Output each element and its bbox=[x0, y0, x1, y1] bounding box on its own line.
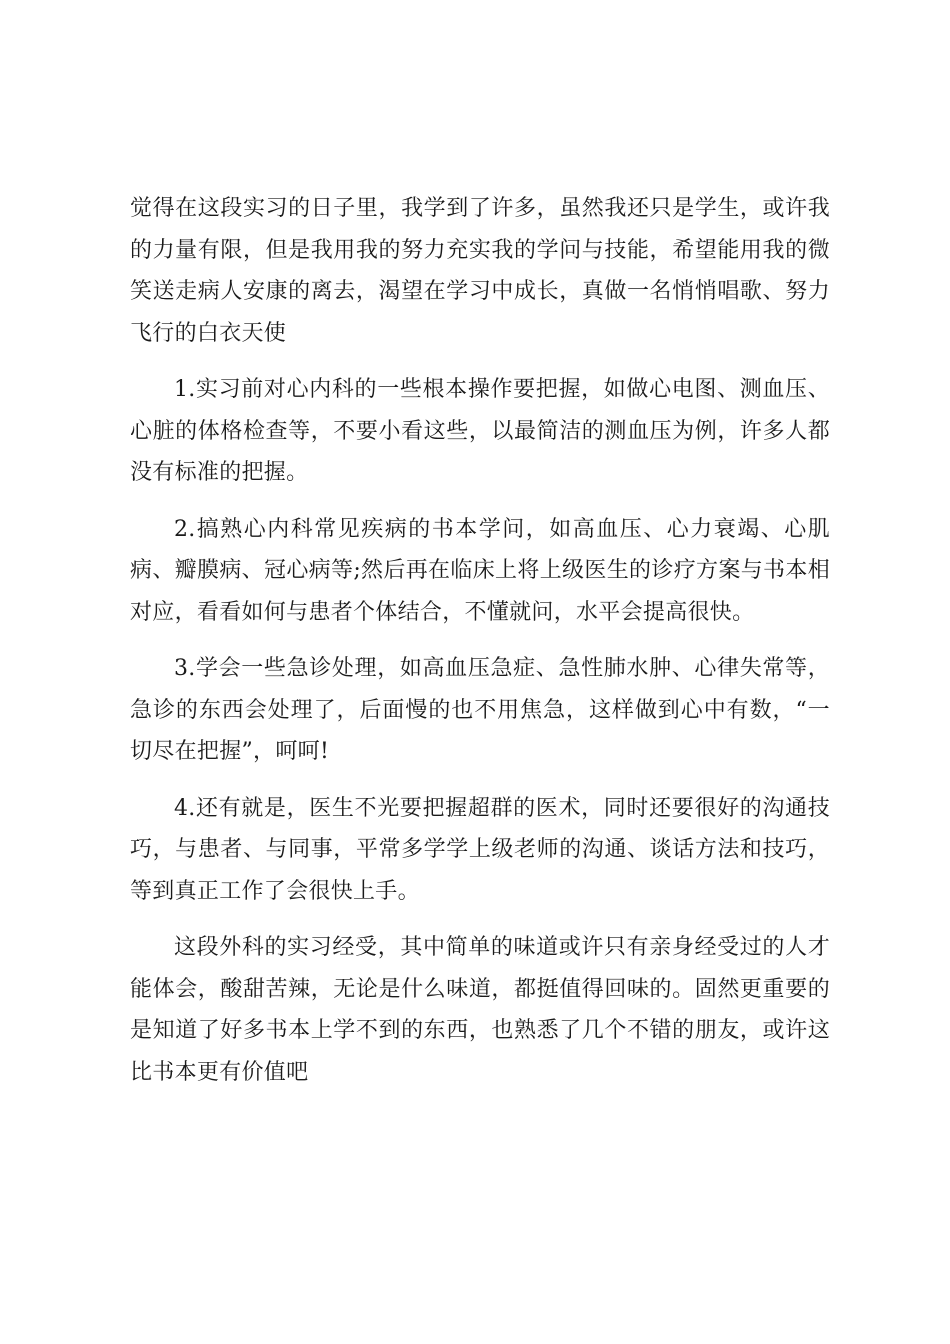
text-line: 对应，看看如何与患者个体结合，不懂就问，水平会提高很快。 bbox=[130, 599, 755, 625]
text-line: 笑送走病人安康的离去，渴望在学习中成长，真做一名悄悄唱歌、努力 bbox=[130, 279, 830, 304]
text-line: 1.实习前对心内科的一些根本操作要把握，如做心电图、测血压、 bbox=[174, 377, 830, 402]
paragraph-item-2 bbox=[130, 509, 830, 634]
text-line: 3.学会一些急诊处理，如高血压急症、急性肺水肿、心律失常等， bbox=[174, 656, 830, 681]
text-line: 2.搞熟心内科常见疾病的书本学问，如高血压、心力衰竭、心肌 bbox=[174, 516, 830, 542]
text-line: 能体会，酸甜苦辣，无论是什么味道，都挺值得回味的。固然更重要的 bbox=[130, 976, 830, 1002]
text-line: 切尽在把握”，呵呵! bbox=[130, 739, 330, 764]
text-line: 没有标准的把握。 bbox=[130, 460, 309, 485]
text-line: 飞行的白衣天使 bbox=[130, 320, 287, 346]
document-body bbox=[130, 188, 830, 1108]
paragraph-item-3 bbox=[130, 648, 830, 773]
text-line: 4.还有就是，医生不光要把握超群的医术，同时还要很好的沟通技 bbox=[174, 795, 830, 821]
text-line: 的力量有限，但是我用我的努力充实我的学问与技能，希望能用我的微 bbox=[130, 237, 830, 263]
text-line: 觉得在这段实习的日子里，我学到了许多，虽然我还只是学生，或许我 bbox=[130, 196, 830, 221]
text-line: 比书本更有价值吧 bbox=[130, 1059, 309, 1085]
paragraph-item-1 bbox=[130, 369, 830, 494]
text-line: 是知道了好多书本上学不到的东西，也熟悉了几个不错的朋友，或许这 bbox=[130, 1018, 830, 1043]
paragraph-item-4 bbox=[130, 788, 830, 913]
paragraph-conclusion bbox=[130, 927, 830, 1093]
text-line: 急诊的东西会处理了，后面慢的也不用焦急，这样做到心中有数，“一 bbox=[130, 697, 830, 723]
text-line: 这段外科的实习经受，其中简单的味道或许只有亲身经受过的人才 bbox=[174, 935, 830, 960]
text-line: 病、瓣膜病、冠心病等;然后再在临床上将上级医生的诊疗方案与书本相 bbox=[130, 558, 830, 583]
text-line: 巧，与患者、与同事，平常多学学上级老师的沟通、谈话方法和技巧， bbox=[130, 837, 830, 862]
text-line: 心脏的体格检查等，不要小看这些，以最简洁的测血压为例，许多人都 bbox=[130, 418, 830, 444]
text-line: 等到真正工作了会很快上手。 bbox=[130, 878, 420, 904]
paragraph-intro bbox=[130, 188, 830, 354]
